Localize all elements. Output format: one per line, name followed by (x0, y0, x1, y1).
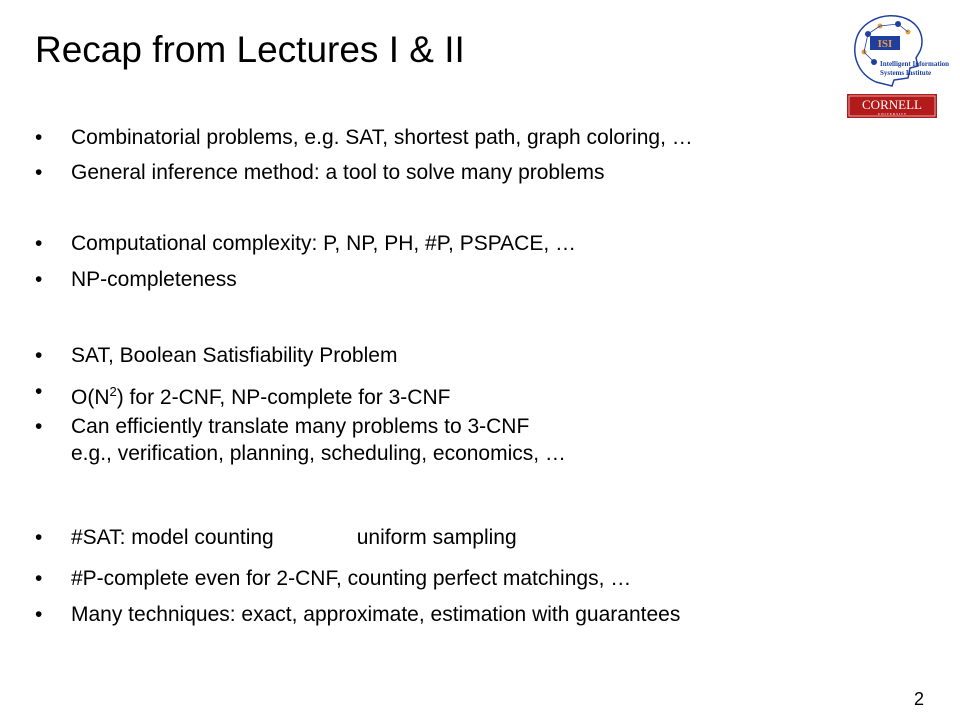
isi-logo-line1: Intelligent Information (880, 60, 950, 68)
bullet-item (35, 124, 693, 151)
bullet-item (35, 342, 397, 369)
bullet-glyph: • (35, 415, 43, 438)
bullet-text: Computational complexity: P, NP, PH, #P, PSPACE, … (71, 232, 577, 255)
bullet-text: Combinatorial problems, e.g. SAT, shortest path, graph coloring, … (71, 126, 693, 149)
page-number: 2 (914, 689, 925, 709)
slide-title: Recap from Lectures I & II (35, 29, 465, 70)
bullet-glyph: • (35, 268, 43, 291)
bullet-glyph: • (35, 526, 43, 549)
bullet-glyph: • (35, 126, 43, 149)
bullet-item (35, 565, 631, 592)
bullet-text: SAT, Boolean Satisfiability Problem (71, 344, 398, 367)
bullet-text-post: ) for 2-CNF, NP-complete for 3-CNF (116, 386, 451, 409)
bullet-text: #P-complete even for 2-CNF, counting perfect matchings, … (71, 567, 632, 590)
bullet-text-left: #SAT: model counting (71, 526, 274, 549)
isi-logo-line2: Systems Institute (880, 69, 932, 77)
bullet-glyph: • (35, 603, 43, 626)
bullet-text: NP-completeness (71, 268, 237, 291)
superscript-2: 2 (109, 384, 117, 399)
bullet-text (71, 378, 450, 411)
bullet-item (35, 601, 680, 628)
bullet-text (71, 524, 517, 551)
bullet-glyph: • (35, 380, 43, 403)
cornell-logo-name: CORNELL (862, 97, 922, 112)
bullet-glyph: • (35, 232, 43, 255)
bullet-glyph: • (35, 344, 43, 367)
cornell-logo-sub: U N I V E R S I T Y (877, 112, 907, 116)
bullet-item (35, 159, 604, 186)
bullet-item (35, 524, 517, 551)
bullet-text-right: uniform sampling (356, 526, 517, 549)
bullet-text-pre: O(N (71, 386, 110, 409)
bullet-item (35, 413, 566, 467)
isi-logo-mark: ISI (877, 38, 893, 50)
bullet-text-line2: e.g., verification, planning, scheduling, economics, … (71, 442, 566, 465)
bullet-item (35, 378, 450, 411)
bullet-text: Many techniques: exact, approximate, estimation with guarantees (71, 603, 681, 626)
bullet-item (35, 230, 576, 257)
bullet-item (35, 266, 237, 293)
bullet-text-line1: Can efficiently translate many problems to 3-CNF (71, 415, 530, 438)
bullet-glyph: • (35, 567, 43, 590)
bullet-text: General inference method: a tool to solve many problems (71, 161, 605, 184)
bullet-glyph: • (35, 161, 43, 184)
bullet-text (71, 413, 566, 467)
